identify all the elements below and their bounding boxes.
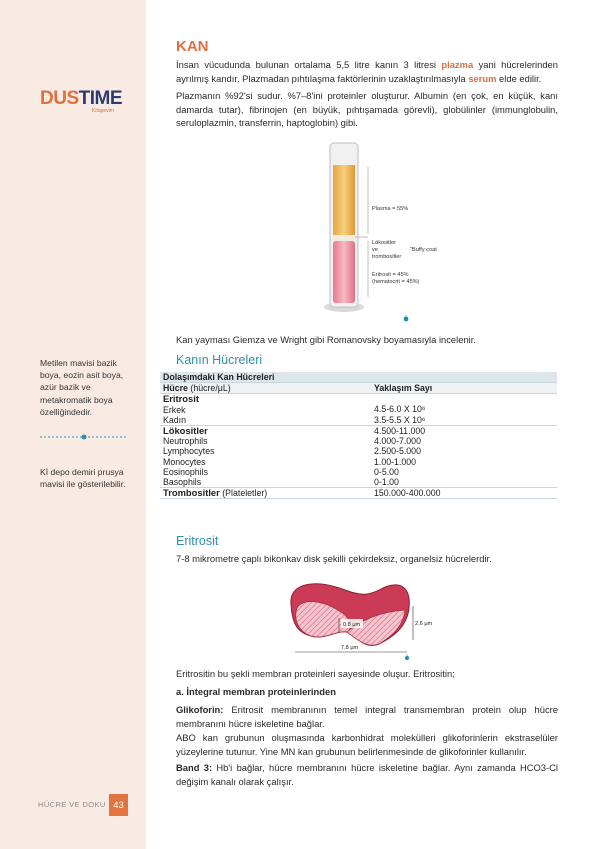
blood-cell-table xyxy=(160,372,557,499)
plasma-layer xyxy=(333,165,355,235)
sidebar xyxy=(0,0,146,849)
section-title: KAN xyxy=(176,38,209,55)
table-header-row xyxy=(160,383,557,394)
figure-marker-dot xyxy=(404,317,409,322)
header-cell xyxy=(160,383,371,394)
glikoforin-paragraph xyxy=(176,703,558,730)
p1-part-a: İnsan vücudunda bulunan ortalama 5,5 litre kanın 3 litresi xyxy=(176,59,442,70)
glikoforin-text: Eritrosit membranının temel integral transmembran protein olup hücre membranını hücre iskeletine bağlar. xyxy=(176,704,558,729)
figure-marker-dot xyxy=(405,656,409,660)
abo-paragraph: ABO kan grubunun oluşmasında karbonhidrat molekülleri glikoforinlerin ekstraselüler yüzeylerine tutunur. Yine MN kan grubunun belirlenmesinde de glikoforinler kullanılır. xyxy=(176,732,558,757)
highlight-serum: serum xyxy=(468,72,497,84)
eritrosit-kadin: Kadın xyxy=(163,414,186,425)
band3-label: Band 3: xyxy=(176,762,213,773)
cells-heading: Kanın Hücreleri xyxy=(176,353,263,367)
page-number: 43 xyxy=(109,794,128,816)
eritrosit-name: Eritrosit xyxy=(163,393,199,405)
eritrosit-kadin-value: 3.5-5.5 X 10⁶ xyxy=(374,414,426,425)
leukocyte-type: Eosinophils xyxy=(163,466,208,477)
paragraph-plasma-proteins: Plazmanın %92'si sudur. %7–8'ini proteinler oluşturur. Albumin (en çok, en küçük, kanı damarda tutar), fibrinojen (en büyük, pıhtışamada görevli), globülinler (immunglobulin, seruloplazmin, transferrin, haptoglobin) gibi. xyxy=(176,90,558,129)
leukocyte-type: Neutrophils xyxy=(163,436,208,447)
band3-paragraph xyxy=(176,761,558,788)
p1-part-b: yani hücrelerinden ayrılmış kandır. Plazmadan pıhtılaşma faktörlerinin uzaklaştırılmasıyla xyxy=(176,59,558,84)
table-row-trombosit xyxy=(160,488,557,499)
leukocyte-count: 0-1.00 xyxy=(374,477,399,488)
side-note-iron: Kİ depo demiri prusya mavisi ile gösterilebilir. xyxy=(40,467,126,490)
p1-part-c: elde edilir. xyxy=(496,72,542,84)
table-row-lokosit xyxy=(160,426,557,488)
integral-proteins-heading: a. İntegral membran proteinlerinden xyxy=(176,686,336,697)
eritrosit-erkek-value: 4.5-6.0 X 10⁶ xyxy=(374,404,426,415)
buffy-coat-label: "Buffy coat xyxy=(410,247,437,253)
eritrosit-erkek: Erkek xyxy=(163,404,186,415)
table-caption-row xyxy=(160,372,557,383)
band3-text: Hb'i bağlar, hücre membranını hücre iskeletine bağlar. Aynı zamanda HCO3-Cl değişim kanalı olarak çalışır. xyxy=(176,762,558,787)
brand-logo xyxy=(40,88,130,114)
paragraph-plasma xyxy=(176,58,558,85)
logo-tagline: Kitapevim xyxy=(92,108,114,114)
leuko-label-3: trombositler xyxy=(372,254,402,260)
eryth-label-1: Eritrosit = 45% xyxy=(372,272,409,278)
leukocyte-count: 2.500-5.000 xyxy=(374,446,421,457)
glikoforin-label: Glikoforin: xyxy=(176,704,224,715)
after-figure-text: Eritrositin bu şekli membran proteinleri sayesinde oluşur. Eritrositin; xyxy=(176,668,455,679)
divider-dot-icon xyxy=(82,435,87,440)
trombosit-value: 150.000-400.000 xyxy=(371,488,557,499)
side-note-stains: Metilen mavisi bazik boya, eozin asit boya, azür bazik ve metakromatik boya özelliğindedir. xyxy=(40,358,124,417)
logo-time: TIME xyxy=(78,88,123,109)
trombosit-extra: (Plateletler) xyxy=(222,488,268,499)
eritrosit-heading: Eritrosit xyxy=(176,534,219,548)
test-tube-figure xyxy=(318,137,458,323)
erythrocyte-figure xyxy=(283,574,443,660)
rbc-center-label: 0.8 μm xyxy=(343,622,361,628)
plasma-label: Plasma = 55% xyxy=(372,206,409,212)
trombosit-name: Trombositler xyxy=(163,487,220,499)
eritrosit-desc: 7-8 mikrometre çaplı bikonkav disk şekilli çekirdeksiz, organelsiz hücrelerdir. xyxy=(176,553,492,564)
erythrocyte-layer xyxy=(333,241,355,303)
highlight-plasma: plazma xyxy=(441,59,474,70)
leukocyte-count: 0-5.00 xyxy=(374,466,399,477)
leukocyte-count: 4.000-7.000 xyxy=(374,436,421,447)
rbc-thickness-label: 2.6 μm xyxy=(415,621,433,627)
table-row-eritrosit xyxy=(160,394,557,426)
leuko-label-2: ve xyxy=(372,247,378,253)
header-cell-label: Hücre xyxy=(163,383,188,394)
header-unit: (hücre/μL) xyxy=(190,383,231,394)
stain-text: Kan yayması Giemza ve Wright gibi Romanovsky boyamasıyla incelenir. xyxy=(176,334,476,345)
leukocyte-type: Basophils xyxy=(163,477,202,488)
leuko-label-1: Lökositler xyxy=(372,240,396,246)
lokosit-total: 4.500-11.000 xyxy=(374,426,426,437)
buffy-coat-layer xyxy=(333,235,355,241)
logo-dus: DUS xyxy=(40,88,79,109)
eryth-label-2: (hematocrit = 45%) xyxy=(372,279,420,285)
leukocyte-type: Monocytes xyxy=(163,456,206,467)
lokosit-name: Lökositler xyxy=(163,425,208,437)
rbc-diameter-label: 7.8 μm xyxy=(341,645,359,651)
leukocyte-type: Lymphocytes xyxy=(163,446,215,457)
side-note-divider xyxy=(40,432,128,442)
table-caption: Dolaşımdaki Kan Hücreleri xyxy=(160,372,557,383)
leukocyte-count: 1.00-1.000 xyxy=(374,456,417,467)
chapter-label: HÜCRE VE DOKU xyxy=(38,800,106,809)
header-value: Yaklaşım Sayı xyxy=(371,383,557,394)
